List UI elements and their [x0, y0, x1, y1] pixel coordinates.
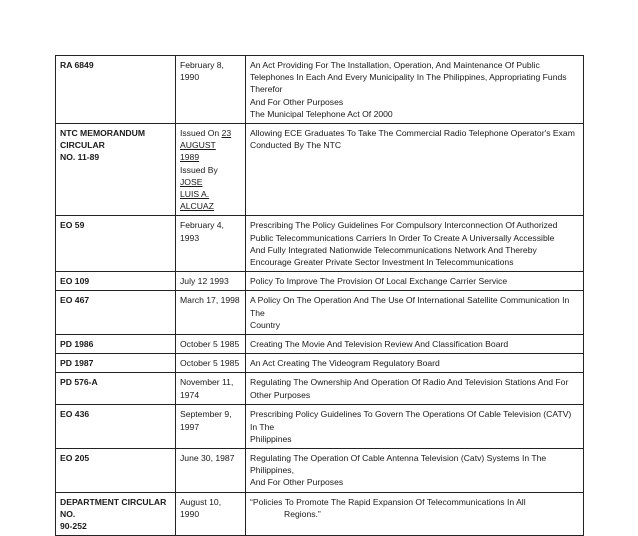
date-cell: [176, 405, 246, 449]
table-row: [56, 216, 584, 272]
date-text: October 5 1985: [180, 358, 240, 369]
table-row: [56, 354, 584, 373]
description-text: Country: [250, 319, 281, 330]
date-cell: [176, 354, 246, 373]
table-row: [56, 492, 584, 536]
date-text: June 30, 1987: [180, 453, 235, 464]
reference-text: EO 59: [60, 220, 85, 231]
description-cell: [246, 405, 584, 449]
description-text: Policy To Improve The Provision Of Local Exchange Carrier Service: [250, 276, 508, 287]
reference-text: PD 1986: [60, 339, 94, 350]
table-row: [56, 449, 584, 493]
issued-on-line: [180, 127, 241, 139]
issuer-first-name: JOSE: [180, 176, 203, 187]
table-row: [56, 124, 584, 216]
date-cell: [176, 216, 246, 272]
date-cell: [176, 373, 246, 405]
reference-cell: [56, 492, 176, 536]
description-text: Encourage Greater Private Sector Investment In Telecommunications: [250, 257, 514, 268]
issued-on-label: Issued On: [180, 128, 220, 139]
date-cell: [176, 56, 246, 124]
reference-text: PD 576-A: [60, 377, 98, 388]
issue-day: 23: [221, 128, 232, 139]
reference-cell: [56, 335, 176, 354]
reference-cell: [56, 405, 176, 449]
description-text: Regulating The Operation Of Cable Antenna Television (Catv) Systems In The Philippines,: [250, 453, 547, 476]
issuer-last-name: LUIS A. ALCUAZ: [180, 189, 214, 212]
description-text: And Fully Integrated Nationwide Telecommunications Network And Thereby: [250, 244, 537, 255]
date-text: 1997: [180, 421, 200, 432]
table-row: [56, 291, 584, 335]
laws-table: [55, 55, 584, 536]
date-text: 1974: [180, 389, 200, 400]
issued-by-line: [180, 164, 241, 188]
date-cell: [176, 335, 246, 354]
description-text: And For Other Purposes: [250, 477, 344, 488]
date-text: March 17, 1998: [180, 295, 240, 306]
reference-cell: [56, 272, 176, 291]
date-text: February 4, 1993: [180, 220, 224, 243]
table-row: [56, 373, 584, 405]
date-text: November 11,: [180, 377, 234, 388]
description-text: Prescribing The Policy Guidelines For Compulsory Interconnection Of Authorized: [250, 220, 558, 231]
date-text: February 8, 1990: [180, 60, 224, 83]
reference-text: CIRCULAR: [60, 140, 105, 151]
date-cell: [176, 291, 246, 335]
table-row: [56, 335, 584, 354]
reference-text: NTC MEMORANDUM: [60, 128, 145, 139]
reference-text: NO. 11-89: [60, 152, 100, 163]
reference-cell: [56, 216, 176, 272]
description-cell: [246, 56, 584, 124]
reference-text: RA 6849: [60, 60, 94, 70]
description-cell: [246, 216, 584, 272]
table-row: [56, 272, 584, 291]
table-row: [56, 56, 584, 124]
date-text: October 5 1985: [180, 339, 240, 350]
reference-text: EO 436: [60, 409, 90, 420]
description-cell: [246, 449, 584, 493]
description-cell: [246, 291, 584, 335]
reference-cell: [56, 124, 176, 216]
reference-cell: [56, 449, 176, 493]
description-text: Allowing ECE Graduates To Take The Commercial Radio Telephone Operator's Exam: [250, 128, 575, 139]
table-row: [56, 405, 584, 449]
description-text: An Act Providing For The Installation, Operation, And Maintenance Of Public: [250, 60, 540, 70]
description-text: A Policy On The Operation And The Use Of International Satellite Communication In The: [250, 295, 570, 318]
description-text: Regions.”: [284, 508, 321, 519]
description-text: An Act Creating The Videogram Regulatory Board: [250, 358, 440, 369]
description-text: And For Other Purposes: [250, 96, 344, 107]
description-text: Telephones In Each And Every Municipality In The Philippines, Appropriating Funds Therefor: [250, 72, 567, 95]
date-cell: [176, 124, 246, 216]
reference-text: PD 1987: [60, 358, 94, 369]
reference-text: 90-252: [60, 521, 87, 532]
description-cell: [246, 335, 584, 354]
description-cell: [246, 492, 584, 536]
date-cell: [176, 272, 246, 291]
description-text: Public Telecommunications Carriers In Order To Create A Universally Accessible: [250, 232, 555, 243]
description-text: Creating The Movie And Television Review And Classification Board: [250, 339, 509, 350]
reference-text: EO 467: [60, 295, 90, 306]
issued-by-label: Issued By: [180, 164, 218, 175]
description-cell: [246, 373, 584, 405]
reference-cell: [56, 373, 176, 405]
description-text: “Policies To Promote The Rapid Expansion Of Telecommunications In All: [250, 496, 526, 507]
reference-text: DEPARTMENT CIRCULAR NO.: [60, 496, 167, 519]
reference-cell: [56, 291, 176, 335]
description-cell: [246, 272, 584, 291]
description-text: The Municipal Telephone Act Of 2000: [250, 108, 393, 119]
description-text: Other Purposes: [250, 389, 311, 400]
description-cell: [246, 354, 584, 373]
reference-cell: [56, 354, 176, 373]
reference-text: EO 109: [60, 276, 90, 287]
reference-cell: [56, 56, 176, 124]
description-text: Conducted By The NTC: [250, 140, 342, 151]
issue-month: AUGUST: [180, 140, 216, 151]
description-cell: [246, 124, 584, 216]
reference-text: EO 205: [60, 453, 90, 464]
date-text: September 9,: [180, 409, 232, 420]
date-text: August 10, 1990: [180, 496, 222, 519]
description-text: Philippines: [250, 433, 292, 444]
date-cell: [176, 492, 246, 536]
issue-year: 1989: [180, 152, 200, 163]
description-text: Regulating The Ownership And Operation Of Radio And Television Stations And For: [250, 377, 569, 388]
description-text: Prescribing Policy Guidelines To Govern The Operations Of Cable Television (CATV) In The: [250, 409, 572, 432]
date-text: July 12 1993: [180, 276, 229, 287]
date-cell: [176, 449, 246, 493]
